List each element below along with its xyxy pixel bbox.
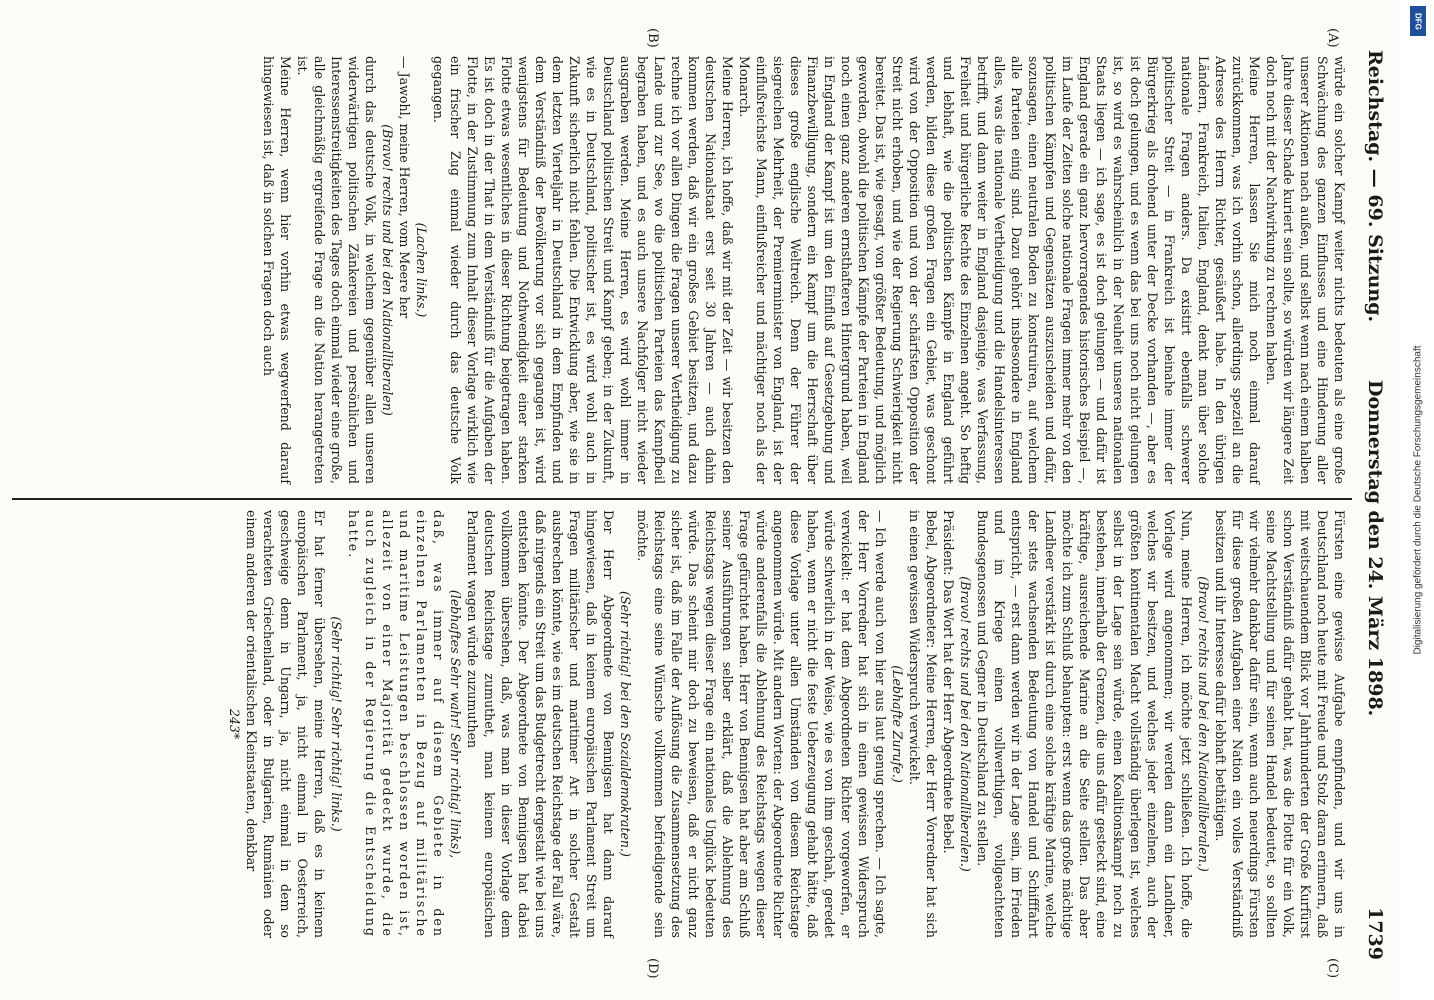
page-number: 1739 xyxy=(1364,907,1386,960)
interjection: (Sehr richtig! bei den Sozialdemokraten.) xyxy=(618,591,633,857)
interjection: (Bravo! rechts und bei den Nationalliberalen.) xyxy=(958,576,973,872)
paragraph: Der Herr Abgeordnete von Bennigsen hat dann darauf hingewiesen, daß in keinem europäischen Parlament Streit um Fragen militärischer und maritimer Art in solcher Gestalt ausbrechen könnte, wie es im deutschen Reichstage der Fall wäre, daß nirgends ein Streit um das Budgetrecht dergestalt wie bei uns entstehen könnte. Der Abgeordnete von Bennigsen hat dabei vollkommen übersehen, daß, was man in dieser Vorlage dem deutschen Reichstage zumuthet, man keinem europäischen Parlament wagen würde zuzumuthen xyxy=(465,510,616,938)
paragraph: Nun, meine Herren, ich möchte jetzt schließen. Ich hoffe, die Vorlage wird angenommen; wir werden dann ein Landheer, welches wir besitzen, und welches jeder einzelnen, auch der größten kontinentalen Macht vollständig überlegen ist, welches selbst in der Lage sein würde, einen Koalitionskampf noch zu bestehen, innerhalb der Grenzen, die uns dafür gesteckt sind, eine kräftige, ausreichende Marine an die Seite stellen. Das aber möchte ich zum Schluß behaupten: erst wenn das große mächtige Landheer verstärkt ist durch eine solche kräftige Marine, welche der stets wachsenden Bedeutung von Handel und Schifffahrt entspricht, — erst dann werden wir in der Lage sein, im Frieden und im Kriege einen vollwerthigen, vollgeachteten Bundesgenossen und Gegner in Deutschland zu stellen. xyxy=(975,510,1194,938)
margin-marker-c: (C) xyxy=(1325,958,1340,979)
interjection: (lebhaftes Sehr wahr! Sehr richtig! links), xyxy=(448,589,463,859)
interjection: (Bravo! rechts und bei den Nationalliberalen.) xyxy=(1196,576,1211,872)
paragraph: Meine Herren, lassen Sie mich noch einmal darauf zurückkommen, was ich vorhin schon, allerdings speziell an die Adresse des Herrn Richter, gesäußert habe. In den übrigen Ländern, Frankreich, Italien, England, denkt man über solche nationale Fragen anders. Da existirt ebenfalls schwerer politischer Streit — in Frankreich ist beinahe immer der Bürgerkrieg als drohend unter der Decke vorhanden —, aber es ist doch gelungen, und es wenn das bei uns noch nicht gelungen ist, so wird es wahrscheinlich in der Neuheit unseres nationalen Staats liegen — ich sage, es ist doch gelungen — und dafür ist England gerade ein ganz hervorragendes historisches Beispiel —, im Laufe der Zeiten solche nationale Fragen immer mehr von den politischen Kämpfen und Gegensätzen auszuscheiden und dafür, sozusagen, einen neutralen Boden zu konstruiren, auf welchem alle Parteien einig sind. Dazu gehört insbesondere in England alles, was die nationale Vertheidigung und die Handelsinteressen betrifft, und dann weiter in England dasjenige, was Verfassung, Freiheit und bürgerliche Rechte des Einzelnen angeht. So heftig und lebhaft, wie die politischen Kämpfe in England geführt werden, bilden diese großen Fragen ein Gebiet, was geschont wird von der Opposition und von der schärfsten Opposition der Streit nicht erhoben, und wie der Regierung Schwierigkeit nicht bereitet. Das ist, wie gesagt, von größter Bedeutung, und möglich geworden, obwohl die politischen Kämpfe der Parteien in England noch einen ganz anderen ernsthafteren Hintergrund haben, weil in England der Kampf ist um den Einfluß auf Gesetzgebung und Finanzbewilligung, sondern ein Kampf um die Herrschaft über dieses große englische Weltreich. Denn der Führer der siegreichen Mehrheit, der Premierminister von England, ist der einflußreichste Mann, einflußreicher und mächtiger noch als der Monarch. xyxy=(737,56,1262,484)
header-date: Donnerstag den 24. März 1898. xyxy=(1364,380,1386,717)
margin-marker-d: (D) xyxy=(645,958,660,979)
page-header xyxy=(1354,50,1394,960)
paragraph: Meine Herren, wenn hier vorhin etwas wegwerfend darauf hingewiesen ist, daß in solchen Fragen doch auch xyxy=(261,56,293,484)
paragraph: durch das deutsche Volk, in welchem gegenüber allen unseren widerwärtigen politischen Zänkereien und persönlichen und Interessenstreitigkeiten des Tages doch einmal wieder eine große, alle gleichmäßig ergreifende Frage an die Nation herangetreten ist. xyxy=(295,56,378,484)
interjection: (Lachen links.) xyxy=(414,222,429,318)
paragraph: würde ein solcher Kampf weiter nichts bedeuten als eine große Schwächung des ganzen Einflusses und eine Hinderung aller unserer Aktionen nach außen, und selbst wenn nach einem halben Jahre dieser Schade kuriert sein sollte, so würden wir längere Zeit doch noch mit der Nachwirkung zu rechnen haben. xyxy=(1264,56,1347,484)
paragraph: — Jawohl, meine Herren, vom Meere her xyxy=(397,56,412,319)
interjection: (Lebhafte Zurufe.) xyxy=(890,665,905,783)
column-divider xyxy=(12,498,1352,500)
interjection: (Sehr richtig! Sehr richtig! links.) xyxy=(329,616,344,832)
paragraph: — Ich werde auch von hier aus laut genug sprechen. — Ich sagte, der Herr Vorredner hat sich in einen gewissen Widerspruch verwickelt: er hat dem Abgeordneten Richter vorgeworfen, er würde schwerlich in der Weise, wie es von ihm geschah, geredet haben, wenn er nicht die feste Ueberzeugung gehabt hätte, daß diese Vorlage unter allen Umständen von diesem Reichstage angenommen würde. Mit andern Worten: der Abgeordnete Richter würde anderenfalls die Ablehnung des Reichstags wegen dieser Frage gefürchtet haben. Herr von Bennigsen hat aber am Schluß seiner Ausführungen selber erklärt, daß die Ablehnung des Reichstags wegen dieser Frage ein nationales Unglück bedeuten würde. Das scheint mir doch zu beweisen, daß er nicht ganz sicher ist, daß im Falle der Auflösung die Zusammensetzung des Reichstags eine seine Wünsche vollkommen befriedigende sein möchte. xyxy=(635,510,888,938)
digitization-credit: Digitalisierung gefördert durch die Deutsche Forschungsgemeinschaft xyxy=(1412,345,1424,655)
paragraph: Meine Herren, ich hoffe, daß wir mit der Zeit — wir besitzen den deutschen Nationalstaat erst seit 30 Jahren — auch dahin kommen werden, daß wir ein großes Gebiet besitzen, und dazu rechne ich vor allen Dingen die Fragen unserer Vertheidigung zu Lande und zur See, wo die politischen Parteien das Kampfbeil begraben haben, und es auch unsere Nachfolger nicht wieder ausgraben werden. Meine Herren, es wird wohl immer in Deutschland politischen Streit und Kampf geben; in der Zukunft, wie es in Deutschland, politischer ist, es wird wohl auch in Zukunft sicherlich nicht fehlen. Die Entwicklung aber, wie sie in dem letzten Vierteljahr in Deutschland in dem Empfinden und dem Verständniß der Bevölkerung vor sich gegangen ist, wird wenigstens für Bedeutung und Nothwendigkeit einer starken Flotte etwas wesentliches in dieser Richtung beigetragen haben. Es ist doch in der That in dem Verständniß für die Aufgaben der Flotte, in der Zustimmung zum Inhalt dieser Vorlage wirklich wie ein frischer Zug einmal wieder durch das deutsche Volk gegangen. xyxy=(431,56,735,484)
paragraph: Fürsten eine gewisse Aufgabe empfinden, und wir uns in Deutschland noch heute mit Freude und Stolz daran erinnern, daß mit weitschauendem Blick vor Jahrhunderten der Große Kurfürst schon Verständniß dafür gehabt hat, was die Flotte für ein Volk, seine Machtstellung und für seinen Handel bedeutet, so sollten wir vielmehr dankbar dafür sein, wenn auch neuerdings Fürsten für diese großen Aufgaben einer Nation ein volles Verständniß besitzen und ihr Interesse dafür lebhaft bethätigen. xyxy=(1213,510,1347,938)
signature-mark: 243* xyxy=(227,708,242,740)
left-column xyxy=(260,56,1348,484)
paragraph: Er hat ferner übersehen, meine Herren, daß es in keinem europäischen Parlament, ja, nicht einmal in Oesterreich, geschweige denn in Ungarn, ja, nicht einmal in dem so verachteten Griechenland, oder in Bulgarien, Rumänien oder einem anderen der orientalischen Kleinstaaten, denkbar xyxy=(244,510,327,938)
dfg-logo: DFG xyxy=(1410,6,1426,36)
right-column xyxy=(226,510,1348,938)
margin-marker-a: (A) xyxy=(1325,28,1340,48)
paragraph: daß, was immer auf diesem Gebiete in den einzelnen Parlamenten in Bezug auf militärische und maritime Leistungen beschlossen worden ist, allezeit von einer Majorität gedeckt wurde, die auch zugleich in der Regierung die Entscheidung hatte. xyxy=(346,510,446,938)
digitization-sidebar xyxy=(1406,0,1430,1000)
margin-marker-b: (B) xyxy=(645,28,660,48)
paragraph: Bebel, Abgeordneter: Meine Herren, der Herr Vorredner hat sich in einen gewissen Widerspruch verwickelt. xyxy=(907,510,939,938)
interjection: (Bravo! rechts und bei den Nationalliberalen) xyxy=(380,124,395,416)
paragraph: Präsident: Das Wort hat der Herr Abgeordnete Bebel. xyxy=(941,510,956,854)
header-left: Reichstag. — 69. Sitzung. xyxy=(1364,50,1386,323)
